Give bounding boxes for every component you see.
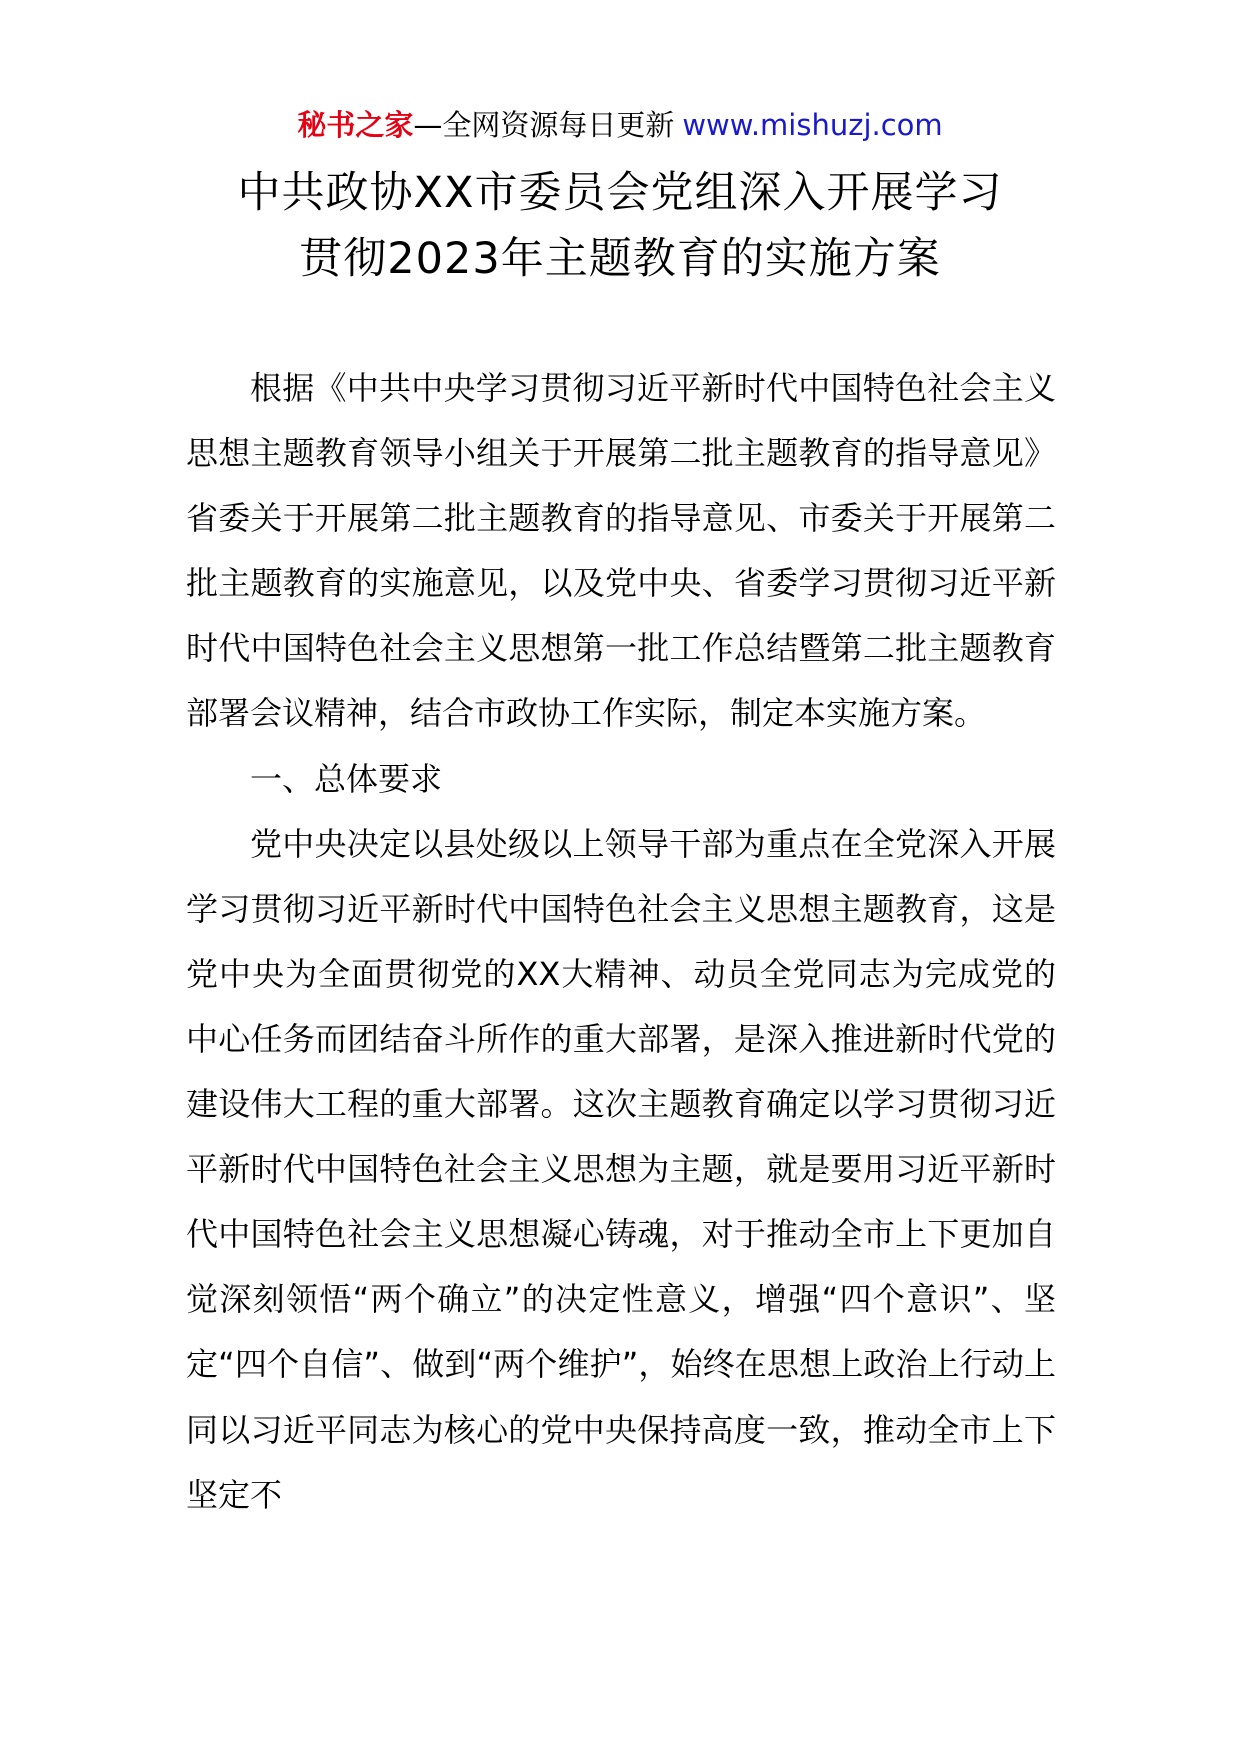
title-line-1: 中共政协XX市委员会党组深入开展学习 bbox=[237, 168, 1003, 218]
section-heading: 一、总体要求 bbox=[250, 759, 443, 798]
header-tagline: —全网资源每日更新 bbox=[413, 108, 675, 142]
section-paragraph: 党中央决定以县处级以上领导干部为重点在全党深入开展学习贯彻习近平新时代中国特色社会主义思想主题教育，这是党中央为全面贯彻党的XX大精神、动员全党同志为完成党的中心任务而团结奋斗所作的重大部署，是深入推进新时代党的建设伟大工程的重大部署。这次主题教育确定以学习贯彻习近平新时代中国特色社会主义思想为主题，就是要用习近平新时代中国特色社会主义思想凝心铸魂，对于推动全市上下更加自觉深刻领悟“两个确立”的决定性意义，增强“四个意识”、坚定“四个自信”、做到“两个维护”，始终在思想上政治上行动上同以习近平同志为核心的党中央保持高度一致，推动全市上下坚定不 bbox=[186, 824, 1056, 1514]
document-title bbox=[0, 160, 1240, 292]
brand-name: 秘书之家 bbox=[297, 108, 414, 142]
document-body bbox=[186, 356, 1056, 1528]
site-url-link[interactable]: www.mishuzj.com bbox=[682, 108, 943, 142]
site-header bbox=[0, 100, 1240, 150]
title-line-2: 贯彻2023年主题教育的实施方案 bbox=[299, 234, 941, 284]
intro-paragraph: 根据《中共中央学习贯彻习近平新时代中国特色社会主义思想主题教育领导小组关于开展第二批主题教育的指导意见》省委关于开展第二批主题教育的指导意见、市委关于开展第二批主题教育的实施意见，以及党中央、省委学习贯彻习近平新时代中国特色社会主义思想第一批工作总结暨第二批主题教育部署会议精神，结合市政协工作实际，制定本实施方案。 bbox=[186, 369, 1056, 733]
